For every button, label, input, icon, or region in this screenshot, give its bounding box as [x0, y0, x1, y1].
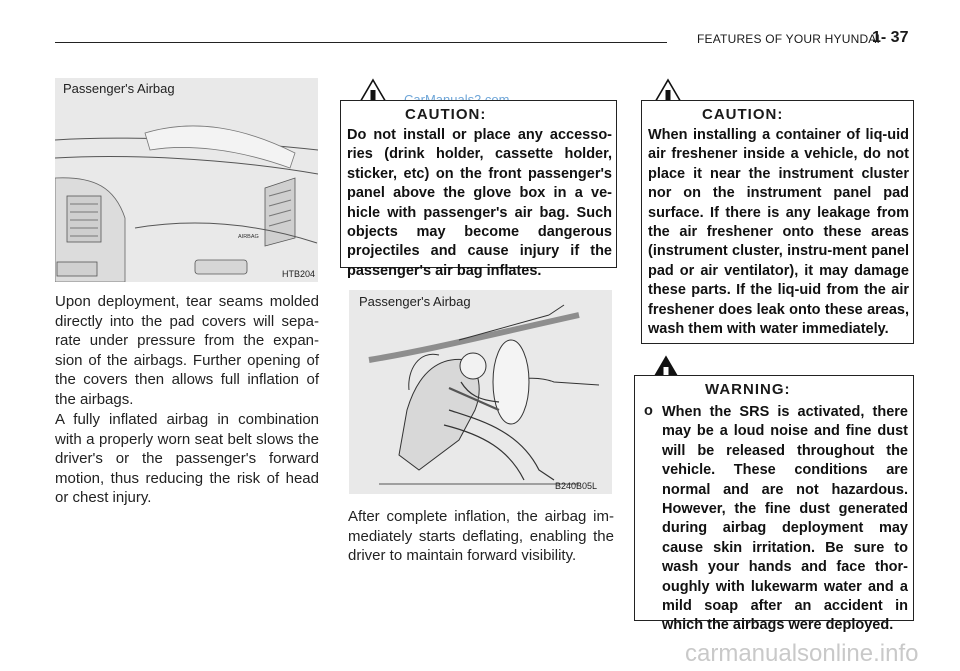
caution-1-heading: CAUTION:: [405, 106, 487, 123]
caution-1-text: Do not install or place any accesso-ries (drink holder, cassette holder, sticker, etc) on the front passenger's panel above the glove box in a ve-hicle with passenger's air bag. Such objects may become dangerous projectiles and cause injury if the passenger's air bag inflates.: [347, 127, 612, 279]
warning-text: When the SRS is activated, there may be a loud noise and fine dust will be released throughout the vehicle. These conditions are normal and are not hazardous. However, the fine dust generated during airbag deployment may cause skin irritation. Be sure to wash your hands and face thor-oughly with lukewarm water and a mild soap after an accident in which the airbags were deployed.: [662, 404, 908, 634]
section-title: FEATURES OF YOUR HYUNDAI: [697, 32, 881, 46]
dashboard-illustration: [55, 78, 318, 282]
body-paragraph-2: A fully inflated airbag in combination with a properly worn seat belt slows the driver's or the passenger's forward motion, thus reducing the risk of head or chest injury.: [55, 411, 319, 506]
caution-box-2: [641, 100, 914, 344]
page-number: 1- 37: [872, 29, 909, 46]
figure1-caption: Passenger's Airbag: [63, 81, 175, 96]
caution-2-text: When installing a container of liq-uid air freshener inside a vehicle, do not place it near the instrument cluster nor on the instrument panel pad surface. If there is any leakage from the air freshener onto these areas (instrument cluster, instru-ment panel pad or air ventilator), it may damage these parts. If the liq-uid from the air freshener does leak onto these areas, wash them with water immediately.: [648, 127, 909, 338]
passenger-figure: [349, 290, 612, 494]
caution-2-heading: CAUTION:: [702, 106, 784, 123]
warning-list-marker: o: [644, 403, 653, 419]
caution-box-1: [340, 100, 617, 279]
body-paragraph-1: Upon deployment, tear seams molded directly into the pad covers will sepa-rate under pressure from the expan-sion of the airbags. Further opening of the covers then allows full inflation of the airbags.: [55, 293, 319, 408]
dashboard-figure: [55, 78, 318, 282]
figure2-caption: Passenger's Airbag: [359, 294, 471, 309]
warning-box: [634, 375, 914, 634]
passenger-illustration: [349, 290, 612, 494]
footer-watermark: carmanualsonline.info: [685, 640, 919, 667]
figure1-code: HTB204: [282, 269, 316, 279]
header-rule: [55, 42, 667, 43]
figure2-code: B240B05L: [555, 481, 598, 491]
panel-airbag-label: AIRBAG: [238, 234, 259, 240]
warning-heading: WARNING:: [705, 381, 791, 398]
body-middle-paragraph: After complete inflation, the airbag im-mediately starts deflating, enabling the driver to maintain forward visibility.: [348, 508, 614, 564]
